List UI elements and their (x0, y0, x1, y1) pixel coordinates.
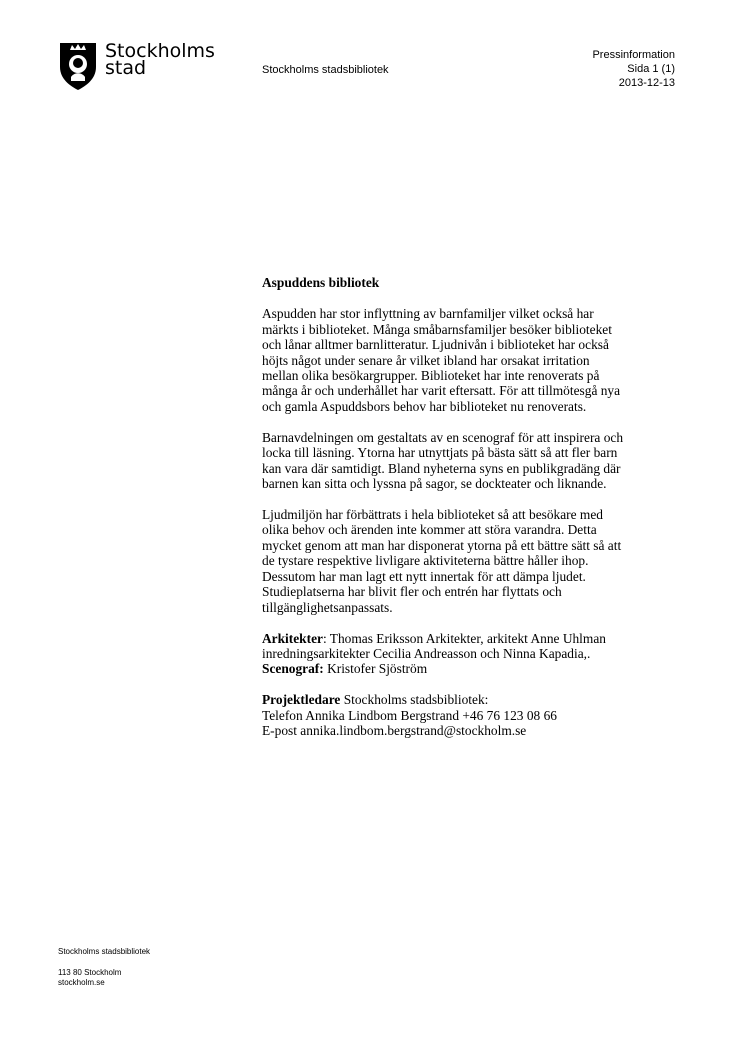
scenographer-text: Kristofer Sjöström (323, 661, 428, 677)
credits-block (262, 631, 682, 677)
press-meta (592, 48, 675, 90)
doc-date: 2013-12-13 (618, 77, 675, 89)
footer (58, 947, 150, 988)
email-line: E-post annika.lindbom.bergstrand@stockholm.se (262, 723, 527, 739)
footer-org: Stockholms stadsbibliotek (58, 947, 151, 956)
page-number: Sida 1 (1) (627, 63, 675, 75)
paragraph-2: Barnavdelningen om gestaltats av en scenograf för att inspirera och locka till läsning. Ytorna har utnyttjats på bästa sätt så att fler barn kan vara där samtidigt. Bland nyheterna syns en publikgradäng där barnen kan sitta och lyssna på sagor, se dockteater och liknande. (262, 429, 624, 492)
logo-line-2: stad (105, 57, 147, 79)
stockholms-stad-logo (58, 40, 215, 91)
project-lead-line (262, 692, 682, 707)
architects-text: : Thomas Eriksson Arkitekter, arkitekt Anne Uhlman (322, 630, 606, 646)
department-name: Stockholms stadsbibliotek (262, 64, 389, 76)
footer-web: stockholm.se (58, 978, 105, 987)
project-lead-text: Stockholms stadsbibliotek: (340, 692, 489, 708)
logo-line-1: Stockholms (105, 40, 215, 62)
interior-architects-line: inredningsarkitekter Cecilia Andreasson och Ninna Kapadia,. (262, 645, 591, 661)
article-body (262, 275, 682, 754)
article-title: Aspuddens bibliotek (262, 275, 380, 290)
project-lead-label: Projektledare (262, 692, 341, 708)
contact-block (262, 692, 682, 738)
scenographer-line (262, 661, 682, 676)
doc-type: Pressinformation (592, 49, 675, 61)
paragraph-3: Ljudmiljön har förbättrats i hela biblioteket så att besökare med olika behov och ärenden inte kommer att störa varandra. Detta mycket genom att man har disponerat ytorna på ett bättre sätt så att de tystare respektive livligare aktiviteterna bättre håller ihop. Dessutom har man lagt ett nytt innertak för att dämpa ljudet. Studieplatserna har blivit fler och entrén har flyttats och tillgänglighetsanpassats. (262, 507, 622, 615)
footer-address: 113 80 Stockholm (58, 968, 122, 977)
architects-label: Arkitekter (262, 630, 323, 646)
paragraph-1: Aspudden har stor inflyttning av barnfamiljer vilket också har märkts i biblioteket. Många småbarnsfamiljer besöker biblioteket och lånar alltmer barnlitteratur. Ljudnivån i biblioteket har också höjts något under senare år vilket ibland har orsakat irritation mellan olika besökargrupper. Biblioteket har inte renoverats på många år och underhållet har varit eftersatt. För att tillmötesgå nya och gamla Aspuddsbors behov har biblioteket nu renoverats. (262, 306, 621, 414)
scenographer-label: Scenograf: (262, 661, 324, 677)
logo-wordmark (105, 40, 215, 79)
architects-line (262, 631, 682, 646)
city-crest-icon (58, 41, 98, 91)
phone-line: Telefon Annika Lindbom Bergstrand +46 76 123 08 66 (262, 707, 557, 723)
